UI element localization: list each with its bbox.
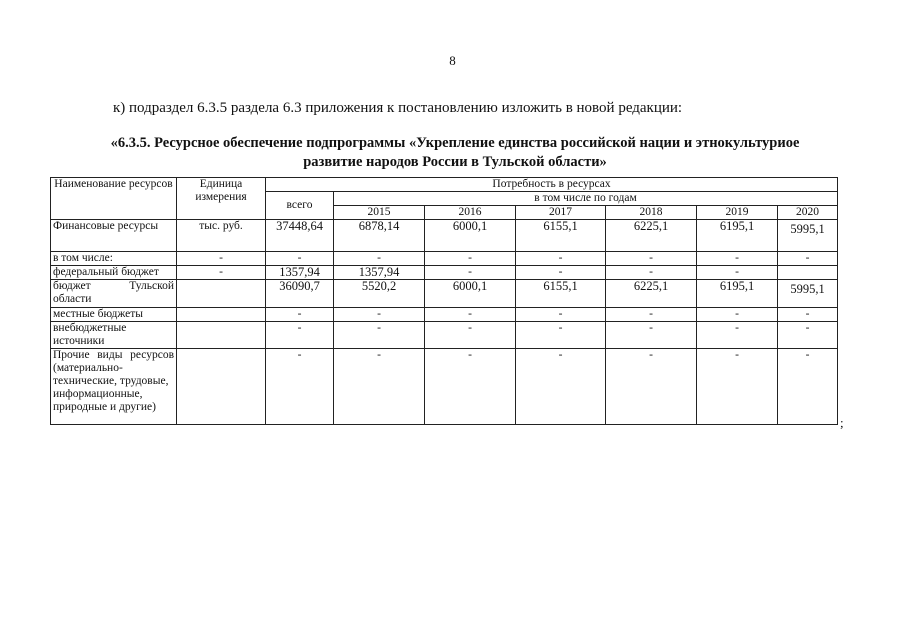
row-total: 36090,7 xyxy=(266,280,334,308)
row-value: - xyxy=(606,322,697,349)
row-total: - xyxy=(266,349,334,425)
row-name xyxy=(51,349,177,425)
section-heading xyxy=(60,134,850,172)
row-value: - xyxy=(606,349,697,425)
table-header-row-1 xyxy=(51,178,838,192)
row-total: - xyxy=(266,322,334,349)
row-name: федеральный бюджет xyxy=(51,266,177,280)
row-value: 5995,1 xyxy=(778,280,838,308)
row-unit xyxy=(177,280,266,308)
row-name: Финансовые ресурсы xyxy=(51,220,177,252)
row-value: - xyxy=(606,252,697,266)
row-value: - xyxy=(697,308,778,322)
row-value: 5520,2 xyxy=(334,280,425,308)
row-value: - xyxy=(778,308,838,322)
header-needs: Потребность в ресурсах xyxy=(266,178,838,192)
row-value: - xyxy=(516,308,606,322)
page-number: 8 xyxy=(449,53,456,68)
row-value: 6195,1 xyxy=(697,220,778,252)
row-value: - xyxy=(697,266,778,280)
row-value: 6000,1 xyxy=(425,220,516,252)
header-name: Наименование ресурсов xyxy=(51,178,177,220)
header-year: 2018 xyxy=(606,206,697,220)
trailing-semicolon: ; xyxy=(840,415,844,430)
table-row xyxy=(51,252,838,266)
row-name xyxy=(51,280,177,308)
row-value: - xyxy=(425,308,516,322)
row-value: 1357,94 xyxy=(334,266,425,280)
row-unit xyxy=(177,308,266,322)
row-value: - xyxy=(425,349,516,425)
row-value: - xyxy=(516,252,606,266)
row-name-part: информационные, xyxy=(53,388,143,400)
row-unit xyxy=(177,349,266,425)
row-value: 6155,1 xyxy=(516,220,606,252)
row-value: - xyxy=(697,322,778,349)
row-value: - xyxy=(606,266,697,280)
row-value: - xyxy=(606,308,697,322)
row-total: 1357,94 xyxy=(266,266,334,280)
header-year: 2019 xyxy=(697,206,778,220)
header-year: 2020 xyxy=(778,206,838,220)
row-unit: тыс. руб. xyxy=(177,220,266,252)
row-name-part: Прочие виды ресурсов xyxy=(53,349,174,361)
header-year: 2015 xyxy=(334,206,425,220)
table-row xyxy=(51,220,838,252)
header-unit: Единица измерения xyxy=(177,178,266,220)
row-value: 6000,1 xyxy=(425,280,516,308)
header-year: 2017 xyxy=(516,206,606,220)
table-row xyxy=(51,280,838,308)
row-total: 37448,64 xyxy=(266,220,334,252)
row-value: - xyxy=(425,322,516,349)
row-value: - xyxy=(778,349,838,425)
row-value: - xyxy=(516,322,606,349)
table-row xyxy=(51,266,838,280)
row-unit: - xyxy=(177,266,266,280)
header-by-years: в том числе по годам xyxy=(334,192,838,206)
row-name-part: технические, трудовые, xyxy=(53,375,169,387)
heading-line-1: «6.3.5. Ресурсное обеспечение подпрограммы «Укрепление единства российской нации и этнокультуриое xyxy=(110,135,800,151)
row-name: в том числе: xyxy=(51,252,177,266)
heading-line-2: развитие народов России в Тульской области» xyxy=(303,154,607,170)
header-total: всего xyxy=(266,192,334,220)
row-value xyxy=(778,266,838,280)
row-value: - xyxy=(697,252,778,266)
row-name-part: внебюджетные xyxy=(53,322,127,334)
row-name-part: (материально- xyxy=(53,362,123,374)
row-value: 6225,1 xyxy=(606,220,697,252)
row-unit: - xyxy=(177,252,266,266)
row-value: - xyxy=(334,349,425,425)
row-value: 5995,1 xyxy=(778,220,838,252)
row-name-part: бюджет xyxy=(53,280,91,292)
row-value: 6155,1 xyxy=(516,280,606,308)
table-row xyxy=(51,308,838,322)
table-row xyxy=(51,349,838,425)
row-total: - xyxy=(266,252,334,266)
row-value: 6225,1 xyxy=(606,280,697,308)
row-name-part: природные и другие) xyxy=(53,401,156,413)
resources-table xyxy=(50,177,838,425)
row-unit xyxy=(177,322,266,349)
row-value: - xyxy=(334,322,425,349)
row-name xyxy=(51,322,177,349)
row-value: - xyxy=(516,266,606,280)
row-value: - xyxy=(334,308,425,322)
row-value: - xyxy=(425,266,516,280)
row-name-part: источники xyxy=(53,335,105,347)
row-name-part: области xyxy=(53,293,92,305)
table-row xyxy=(51,322,838,349)
header-year: 2016 xyxy=(425,206,516,220)
row-value: - xyxy=(778,252,838,266)
row-name-part: Тульской xyxy=(129,280,174,292)
intro-paragraph: к) подраздел 6.3.5 раздела 6.3 приложения к постановлению изложить в новой редакции: xyxy=(113,100,683,116)
row-value: - xyxy=(516,349,606,425)
row-value: 6195,1 xyxy=(697,280,778,308)
row-value: - xyxy=(697,349,778,425)
row-value: - xyxy=(425,252,516,266)
row-total: - xyxy=(266,308,334,322)
row-value: - xyxy=(778,322,838,349)
row-value: 6878,14 xyxy=(334,220,425,252)
row-name: местные бюджеты xyxy=(51,308,177,322)
row-value: - xyxy=(334,252,425,266)
